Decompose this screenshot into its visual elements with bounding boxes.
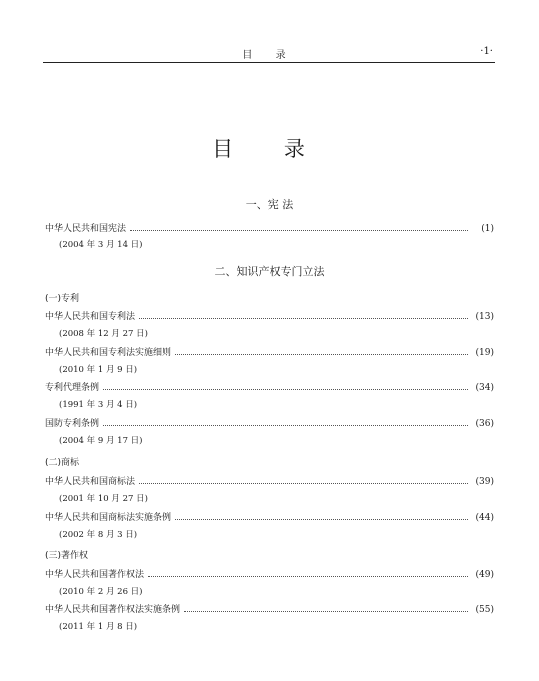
dot-leader — [175, 518, 468, 520]
dot-leader — [103, 388, 468, 390]
dot-leader — [139, 482, 468, 484]
dot-leader — [103, 424, 468, 426]
toc-entry-page: (19) — [475, 348, 494, 358]
toc-entry[interactable] — [45, 380, 494, 394]
part-heading-constitution: 一、宪 法 — [245, 198, 294, 211]
toc-entry[interactable] — [45, 309, 494, 323]
dot-leader — [175, 353, 468, 355]
toc-entry-title: 中华人民共和国著作权法 — [45, 570, 145, 580]
toc-entry-date: (2011 年 1 月 8 日) — [59, 622, 138, 632]
toc-entry-title: 中华人民共和国宪法 — [45, 224, 127, 234]
toc-entry-page: (36) — [475, 419, 494, 429]
toc-entry-page: (13) — [475, 312, 494, 322]
toc-entry-date: (2010 年 1 月 9 日) — [59, 365, 138, 375]
dot-leader — [130, 229, 468, 231]
toc-entry-title: 中华人民共和国专利法 — [45, 312, 136, 322]
toc-entry-date: (2010 年 2 月 26 日) — [59, 587, 143, 597]
toc-entry-page: (34) — [475, 383, 494, 393]
toc-entry-title: 中华人民共和国商标法实施条例 — [45, 513, 172, 523]
toc-entry[interactable] — [45, 567, 494, 581]
dot-leader — [139, 317, 468, 319]
toc-entry-page: (1) — [481, 224, 494, 234]
toc-entry[interactable] — [45, 416, 494, 430]
toc-entry-title: 中华人民共和国著作权法实施条例 — [45, 605, 181, 615]
subsection-trademark: (二)商标 — [45, 458, 80, 468]
toc-entry-date: (1991 年 3 月 4 日) — [59, 400, 138, 410]
toc-entry-date: (2004 年 3 月 14 日) — [59, 240, 143, 250]
toc-entry-title: 国防专利条例 — [45, 419, 100, 429]
page-title: 目 录 — [212, 137, 327, 161]
toc-entry[interactable] — [45, 510, 494, 524]
toc-entry-date: (2002 年 8 月 3 日) — [59, 530, 138, 540]
toc-entry-page: (44) — [475, 513, 494, 523]
running-title: 目 录 — [242, 50, 296, 61]
toc-entry-title: 专利代理条例 — [45, 383, 100, 393]
toc-entry-page: (55) — [475, 605, 494, 615]
toc-entry[interactable] — [45, 474, 494, 488]
toc-entry-date: (2008 年 12 月 27 日) — [59, 329, 148, 339]
toc-entry-title: 中华人民共和国专利法实施细则 — [45, 348, 172, 358]
subsection-copyright: (三)著作权 — [45, 551, 89, 561]
toc-entry[interactable] — [45, 345, 494, 359]
page-number: ·1· — [480, 46, 493, 57]
part-heading-ip-law: 二、知识产权专门立法 — [214, 265, 325, 278]
toc-entry-page: (39) — [475, 477, 494, 487]
subsection-patent: (一)专利 — [45, 294, 80, 304]
toc-entry[interactable] — [45, 221, 494, 235]
toc-entry-date: (2001 年 10 月 27 日) — [59, 494, 148, 504]
toc-entry-date: (2004 年 9 月 17 日) — [59, 436, 143, 446]
dot-leader — [184, 610, 468, 612]
toc-entry-page: (49) — [475, 570, 494, 580]
toc-entry-title: 中华人民共和国商标法 — [45, 477, 136, 487]
running-header — [43, 46, 495, 63]
toc-entry[interactable] — [45, 602, 494, 616]
dot-leader — [148, 575, 468, 577]
